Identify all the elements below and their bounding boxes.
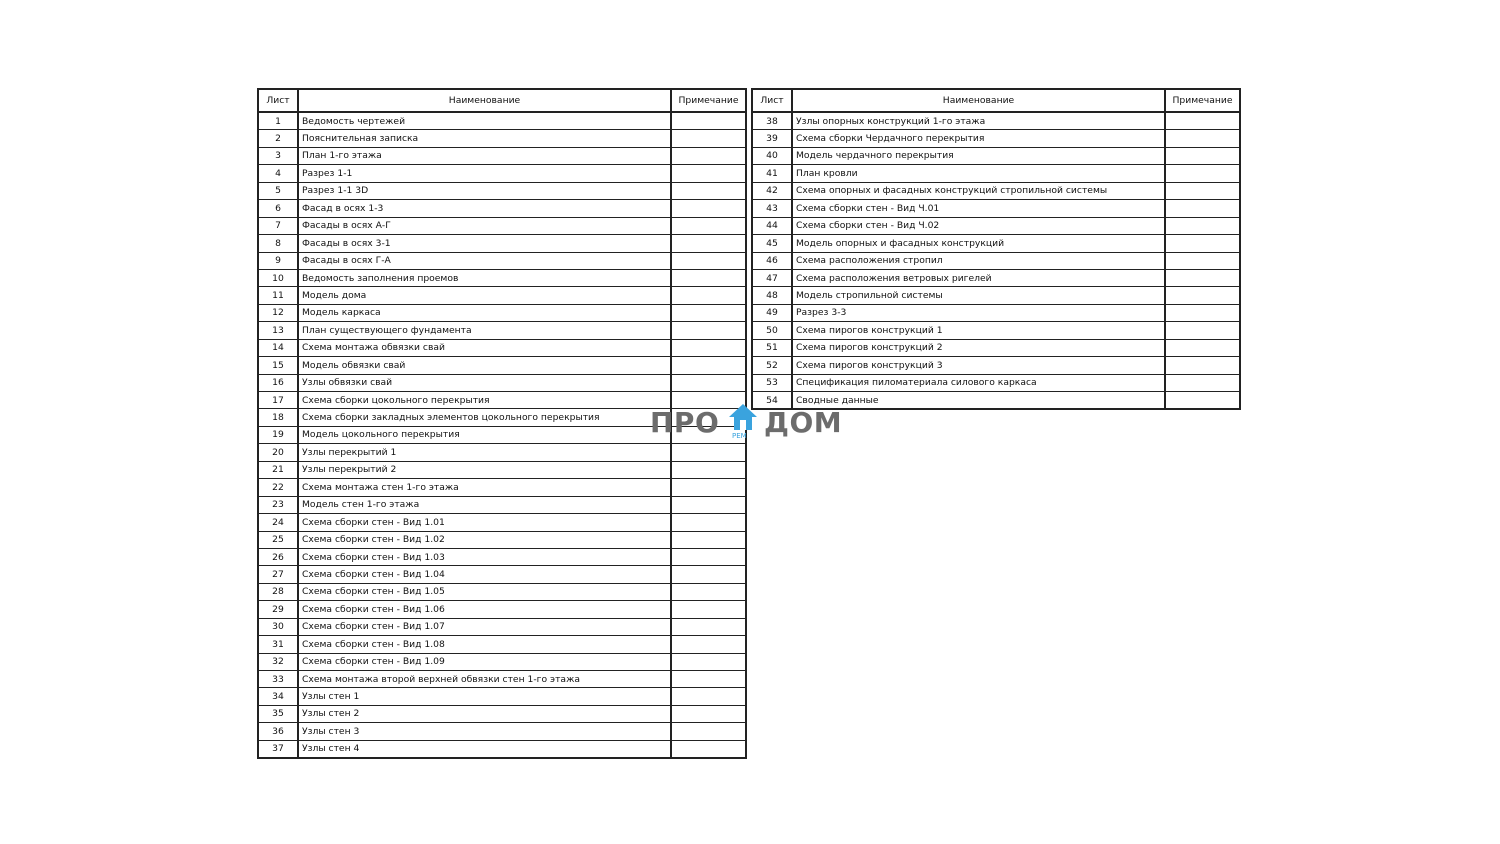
table-row (258, 112, 746, 130)
sheet-number: 41 (752, 165, 792, 182)
table-row (752, 217, 1240, 234)
sheet-note (671, 339, 746, 356)
sheet-note (671, 147, 746, 164)
sheet-note (671, 112, 746, 130)
table-row (258, 514, 746, 531)
sheet-number: 7 (258, 217, 298, 234)
table-row (258, 130, 746, 147)
sheet-note (671, 182, 746, 199)
table-row (258, 461, 746, 478)
table-row (258, 496, 746, 513)
sheet-number: 26 (258, 548, 298, 565)
sheet-note (1165, 287, 1240, 304)
sheet-note (671, 269, 746, 286)
sheet-name: Модель цокольного перекрытия (298, 426, 671, 443)
table-row (752, 339, 1240, 356)
sheet-note (1165, 304, 1240, 321)
table-row (258, 147, 746, 164)
sheet-number: 39 (752, 130, 792, 147)
sheet-number: 25 (258, 531, 298, 548)
table-row (258, 200, 746, 217)
logo-word-pro: ПРО (650, 406, 720, 439)
sheet-name: Узлы перекрытий 2 (298, 461, 671, 478)
sheet-note (671, 304, 746, 321)
sheet-name: Модель обвязки свай (298, 357, 671, 374)
sheet-name: План 1-го этажа (298, 147, 671, 164)
sheet-number: 20 (258, 444, 298, 461)
sheet-note (671, 671, 746, 688)
sheet-name: Узлы стен 4 (298, 740, 671, 758)
sheet-note (1165, 322, 1240, 339)
table-row (258, 304, 746, 321)
sheet-note (1165, 147, 1240, 164)
sheet-number: 13 (258, 322, 298, 339)
pro-dom-logo (650, 402, 850, 446)
sheet-number: 37 (258, 740, 298, 758)
header-name: Наименование (298, 89, 671, 112)
table-row (752, 112, 1240, 130)
logo-subtext: РЕМ (732, 432, 747, 440)
table-row (752, 304, 1240, 321)
sheet-note (671, 287, 746, 304)
sheet-number: 51 (752, 339, 792, 356)
sheet-number: 30 (258, 618, 298, 635)
sheet-name: Схема пирогов конструкций 2 (792, 339, 1165, 356)
sheet-note (1165, 200, 1240, 217)
table-row (752, 182, 1240, 199)
sheet-note (1165, 165, 1240, 182)
table-row (752, 287, 1240, 304)
sheet-note (671, 636, 746, 653)
sheet-name: План существующего фундамента (298, 322, 671, 339)
table-body-right (752, 112, 1240, 409)
sheet-name: Схема сборки стен - Вид Ч.01 (792, 200, 1165, 217)
sheet-note (1165, 339, 1240, 356)
sheet-name: Узлы стен 1 (298, 688, 671, 705)
sheet-note (671, 601, 746, 618)
sheet-note (671, 252, 746, 269)
table-row (752, 165, 1240, 182)
sheet-number: 48 (752, 287, 792, 304)
sheet-note (1165, 357, 1240, 374)
table-row (258, 217, 746, 234)
table-row (752, 147, 1240, 164)
sheet-name: Схема монтажа обвязки свай (298, 339, 671, 356)
sheet-name: Схема сборки Чердачного перекрытия (792, 130, 1165, 147)
sheet-note (671, 566, 746, 583)
sheet-number: 43 (752, 200, 792, 217)
table-row (258, 357, 746, 374)
sheet-name: Схема сборки стен - Вид 1.04 (298, 566, 671, 583)
sheet-name: Модель дома (298, 287, 671, 304)
house-icon (728, 402, 758, 432)
table-row (258, 322, 746, 339)
sheet-name: Узлы опорных конструкций 1-го этажа (792, 112, 1165, 130)
sheet-number: 52 (752, 357, 792, 374)
sheet-name: Схема сборки стен - Вид 1.01 (298, 514, 671, 531)
sheet-note (671, 514, 746, 531)
sheet-note (671, 723, 746, 740)
sheet-name: Разрез 1-1 3D (298, 182, 671, 199)
sheet-name: Фасад в осях 1-3 (298, 200, 671, 217)
sheet-note (671, 583, 746, 600)
logo-word-dom: ДОМ (764, 406, 843, 439)
sheet-number: 21 (258, 461, 298, 478)
sheet-number: 35 (258, 705, 298, 722)
sheet-note (671, 740, 746, 758)
table-row (258, 339, 746, 356)
sheet-name: Схема пирогов конструкций 1 (792, 322, 1165, 339)
sheet-name: Фасады в осях Г-А (298, 252, 671, 269)
sheet-name: Схема опорных и фасадных конструкций стропильной системы (792, 182, 1165, 199)
sheet-name: Разрез 3-3 (792, 304, 1165, 321)
sheet-number: 10 (258, 269, 298, 286)
table-row (752, 235, 1240, 252)
sheet-note (1165, 235, 1240, 252)
sheet-note (671, 130, 746, 147)
sheet-name: Модель стропильной системы (792, 287, 1165, 304)
sheet-name: Схема сборки стен - Вид Ч.02 (792, 217, 1165, 234)
sheet-name: Схема сборки закладных элементов цокольного перекрытия (298, 409, 671, 426)
sheet-note (1165, 130, 1240, 147)
header-name: Наименование (792, 89, 1165, 112)
sheet-number: 44 (752, 217, 792, 234)
table-row (258, 252, 746, 269)
table-row (258, 618, 746, 635)
sheet-note (671, 217, 746, 234)
sheet-number: 15 (258, 357, 298, 374)
sheet-name: Модель каркаса (298, 304, 671, 321)
sheet-name: Фасады в осях 3-1 (298, 235, 671, 252)
sheet-note (1165, 217, 1240, 234)
sheet-number: 32 (258, 653, 298, 670)
sheet-name: Узлы перекрытий 1 (298, 444, 671, 461)
sheet-number: 23 (258, 496, 298, 513)
sheet-number: 24 (258, 514, 298, 531)
table-row (258, 583, 746, 600)
sheet-number: 38 (752, 112, 792, 130)
header-note: Примечание (671, 89, 746, 112)
header-note: Примечание (1165, 89, 1240, 112)
sheet-name: Узлы стен 2 (298, 705, 671, 722)
table-row (258, 235, 746, 252)
sheet-number: 53 (752, 374, 792, 391)
sheet-number: 27 (258, 566, 298, 583)
sheet-name: Схема сборки цокольного перекрытия (298, 392, 671, 409)
sheet-name: Фасады в осях А-Г (298, 217, 671, 234)
sheet-note (1165, 374, 1240, 391)
sheet-note (1165, 182, 1240, 199)
sheet-name: Схема сборки стен - Вид 1.06 (298, 601, 671, 618)
sheet-number: 50 (752, 322, 792, 339)
sheet-note (671, 618, 746, 635)
sheet-name: Схема расположения ветровых ригелей (792, 269, 1165, 286)
sheet-note (1165, 269, 1240, 286)
sheet-number: 22 (258, 479, 298, 496)
sheet-number: 8 (258, 235, 298, 252)
sheet-number: 34 (258, 688, 298, 705)
sheet-number: 11 (258, 287, 298, 304)
sheet-number: 3 (258, 147, 298, 164)
sheet-number: 12 (258, 304, 298, 321)
sheet-note (671, 479, 746, 496)
table-header-row (752, 89, 1240, 112)
sheet-name: Сводные данные (792, 392, 1165, 410)
sheet-name: План кровли (792, 165, 1165, 182)
sheet-number: 40 (752, 147, 792, 164)
table-header-row (258, 89, 746, 112)
sheet-number: 5 (258, 182, 298, 199)
sheet-number: 47 (752, 269, 792, 286)
table-row (258, 531, 746, 548)
table-row (258, 636, 746, 653)
sheet-name: Схема сборки стен - Вид 1.03 (298, 548, 671, 565)
table-row (258, 723, 746, 740)
sheet-number: 17 (258, 392, 298, 409)
sheet-name: Разрез 1-1 (298, 165, 671, 182)
sheet-number: 4 (258, 165, 298, 182)
sheet-number: 45 (752, 235, 792, 252)
sheet-name: Схема монтажа стен 1-го этажа (298, 479, 671, 496)
sheet-name: Схема сборки стен - Вид 1.07 (298, 618, 671, 635)
sheet-name: Схема расположения стропил (792, 252, 1165, 269)
sheet-name: Спецификация пиломатериала силового каркаса (792, 374, 1165, 391)
sheet-note (671, 548, 746, 565)
sheet-name: Схема сборки стен - Вид 1.08 (298, 636, 671, 653)
table-row (258, 165, 746, 182)
table-row (752, 269, 1240, 286)
sheet-number: 6 (258, 200, 298, 217)
sheet-number: 42 (752, 182, 792, 199)
table-row (752, 200, 1240, 217)
sheet-number: 19 (258, 426, 298, 443)
sheet-number: 16 (258, 374, 298, 391)
sheet-number: 18 (258, 409, 298, 426)
sheet-number: 36 (258, 723, 298, 740)
sheet-name: Схема пирогов конструкций 3 (792, 357, 1165, 374)
sheet-name: Схема сборки стен - Вид 1.02 (298, 531, 671, 548)
table-row (752, 252, 1240, 269)
sheet-number: 33 (258, 671, 298, 688)
table-row (258, 182, 746, 199)
sheet-note (671, 531, 746, 548)
table-row (752, 130, 1240, 147)
sheet-number: 2 (258, 130, 298, 147)
sheet-note (671, 461, 746, 478)
sheet-name: Ведомость чертежей (298, 112, 671, 130)
sheet-number: 31 (258, 636, 298, 653)
sheet-note (671, 200, 746, 217)
table-row (258, 688, 746, 705)
table-row (258, 287, 746, 304)
table-row (258, 671, 746, 688)
sheet-note (671, 653, 746, 670)
table-row (752, 374, 1240, 391)
sheet-name: Узлы стен 3 (298, 723, 671, 740)
sheet-note (1165, 392, 1240, 410)
sheet-number: 49 (752, 304, 792, 321)
sheet-note (671, 374, 746, 391)
table-row (258, 479, 746, 496)
table-row (258, 566, 746, 583)
sheet-note (671, 357, 746, 374)
sheet-note (671, 322, 746, 339)
sheet-number: 28 (258, 583, 298, 600)
sheet-note (671, 235, 746, 252)
table-row (752, 357, 1240, 374)
sheet-number: 9 (258, 252, 298, 269)
sheet-note (671, 165, 746, 182)
sheet-note (1165, 252, 1240, 269)
sheet-number: 14 (258, 339, 298, 356)
header-sheet: Лист (752, 89, 792, 112)
table-row (258, 653, 746, 670)
sheet-number: 29 (258, 601, 298, 618)
sheet-name: Схема монтажа второй верхней обвязки стен 1-го этажа (298, 671, 671, 688)
sheet-name: Схема сборки стен - Вид 1.05 (298, 583, 671, 600)
sheet-note (671, 496, 746, 513)
table-row (258, 374, 746, 391)
sheet-number: 46 (752, 252, 792, 269)
sheet-name: Модель стен 1-го этажа (298, 496, 671, 513)
table-row (258, 705, 746, 722)
sheet-name: Модель чердачного перекрытия (792, 147, 1165, 164)
table-row (258, 444, 746, 461)
sheet-name: Модель опорных и фасадных конструкций (792, 235, 1165, 252)
sheet-note (1165, 112, 1240, 130)
table-row (258, 740, 746, 758)
sheet-name: Ведомость заполнения проемов (298, 269, 671, 286)
sheet-name: Схема сборки стен - Вид 1.09 (298, 653, 671, 670)
sheet-note (671, 444, 746, 461)
sheet-number: 54 (752, 392, 792, 410)
table-row (258, 601, 746, 618)
sheet-note (671, 705, 746, 722)
sheet-name: Узлы обвязки свай (298, 374, 671, 391)
drawing-list-table-right (751, 88, 1241, 410)
sheet-name: Пояснительная записка (298, 130, 671, 147)
table-row (258, 548, 746, 565)
table-row (752, 322, 1240, 339)
table-row (258, 269, 746, 286)
header-sheet: Лист (258, 89, 298, 112)
sheet-note (671, 688, 746, 705)
sheet-number: 1 (258, 112, 298, 130)
